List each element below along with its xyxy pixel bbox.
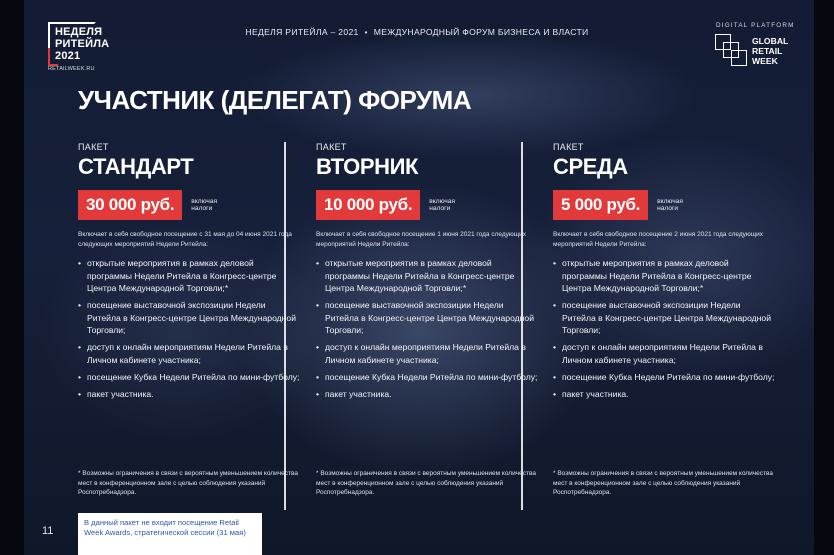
- brand-label: DIGITAL PLATFORM: [716, 22, 795, 29]
- price-note: включая налоги: [191, 197, 218, 212]
- package-footnote: * Возможны ограничения в связи с вероятным уменьшением количества мест в конференционном зале с целью соблюдения указаний Роспотребнадзора.: [78, 470, 298, 497]
- list-item: • пакет участника.: [553, 388, 775, 401]
- package-label: ПАКЕТ: [316, 142, 347, 152]
- price-row: [78, 190, 300, 220]
- package-footnote: * Возможны ограничения в связи с вероятным уменьшением количества мест в конференционном зале с целью соблюдения указаний Роспотребнадзора.: [316, 470, 536, 497]
- price-badge: 5 000 руб.: [553, 190, 648, 220]
- global-retail-week-icon: [715, 34, 748, 67]
- header-separator: •: [364, 28, 368, 37]
- brand-line-1: GLOBAL: [752, 36, 789, 46]
- left-dark-strip: [0, 0, 24, 555]
- package-wednesday: [553, 142, 775, 405]
- package-standard: [78, 142, 300, 405]
- list-item: • доступ к онлайн мероприятиям Недели Ритейла в Личном кабинете участника;: [316, 341, 538, 366]
- right-dark-strip: [814, 0, 834, 555]
- package-intro: Включает в себя свободное посещение 2 июня 2021 года следующих мероприятий Недели Ритейла:: [553, 231, 763, 248]
- package-label: ПАКЕТ: [553, 142, 584, 152]
- list-item: • открытые мероприятия в рамках деловой программы Недели Ритейла в Конгресс-центре Центра Международной Торговли;*: [553, 257, 775, 295]
- package-label: ПАКЕТ: [78, 142, 109, 152]
- brand-line-3: WEEK: [752, 56, 778, 66]
- list-item: • пакет участника.: [78, 388, 300, 401]
- package-name: ВТОРНИК: [316, 154, 419, 179]
- price-row: [316, 190, 538, 220]
- list-item: • посещение Кубка Недели Ритейла по мини-футболу;: [78, 371, 300, 384]
- package-bullets: [316, 257, 538, 400]
- package-bullets: [553, 257, 775, 400]
- price-note: включая налоги: [429, 197, 456, 212]
- page-number: 11: [42, 525, 54, 537]
- price-note: включая налоги: [657, 197, 683, 212]
- package-name: СРЕДА: [553, 154, 628, 179]
- list-item: • посещение Кубка Недели Ритейла по мини-футболу;: [553, 371, 775, 384]
- logo-text: НЕДЕЛЯ РИТЕЙЛА 2021: [55, 26, 110, 62]
- price-row: [553, 190, 775, 220]
- package-intro: Включает в себя свободное посещение 1 июня 2021 года следующих мероприятий Недели Ритейла:: [316, 231, 526, 248]
- header-tagline: [0, 27, 834, 37]
- package-tuesday: [316, 142, 538, 405]
- brand-name: [752, 36, 788, 66]
- package-footnote: * Возможны ограничения в связи с вероятным уменьшением количества мест в конференционном зале с целью соблюдения указаний Роспотребнадзора.: [553, 470, 773, 497]
- price-badge: 30 000 руб.: [78, 190, 182, 220]
- list-item: • посещение Кубка Недели Ритейла по мини-футболу;: [316, 371, 538, 384]
- list-item: • посещение выставочной экспозиции Недели Ритейла в Конгресс-центре Центра Международной Торговли;: [78, 299, 300, 337]
- package-name: СТАНДАРТ: [78, 154, 194, 179]
- package-intro: Включает в себя свободное посещение с 31 мая до 04 июня 2021 года следующих мероприятий Недели Ритейла:: [78, 231, 292, 248]
- list-item: • пакет участника.: [316, 388, 538, 401]
- header-right: МЕЖДУНАРОДНЫЙ ФОРУМ БИЗНЕСА И ВЛАСТИ: [373, 27, 589, 37]
- brand-line-2: RETAIL: [752, 46, 783, 56]
- page-title: УЧАСТНИК (ДЕЛЕГАТ) ФОРУМА: [78, 85, 472, 115]
- list-item: • доступ к онлайн мероприятиям Недели Ритейла в Личном кабинете участника;: [78, 341, 300, 366]
- list-item: • открытые мероприятия в рамках деловой программы Недели Ритейла в Конгресс-центре Центра Международной Торговли;*: [316, 257, 538, 295]
- logo-site: RETAILWEEK.RU: [48, 66, 95, 72]
- price-badge: 10 000 руб.: [316, 190, 420, 220]
- list-item: • посещение выставочной экспозиции Недели Ритейла в Конгресс-центре Центра Международной Торговли;: [553, 299, 775, 337]
- info-box: В данный пакет не входит посещение Retail Week Awards, стратегической сессии (31 мая): [78, 513, 262, 555]
- list-item: • доступ к онлайн мероприятиям Недели Ритейла в Личном кабинете участника;: [553, 341, 775, 366]
- list-item: • посещение выставочной экспозиции Недели Ритейла в Конгресс-центре Центра Международной Торговли;: [316, 299, 538, 337]
- list-item: • открытые мероприятия в рамках деловой программы Недели Ритейла в Конгресс-центре Центра Международной Торговли;*: [78, 257, 300, 295]
- header-left: НЕДЕЛЯ РИТЕЙЛА – 2021: [245, 27, 359, 37]
- package-bullets: [78, 257, 300, 400]
